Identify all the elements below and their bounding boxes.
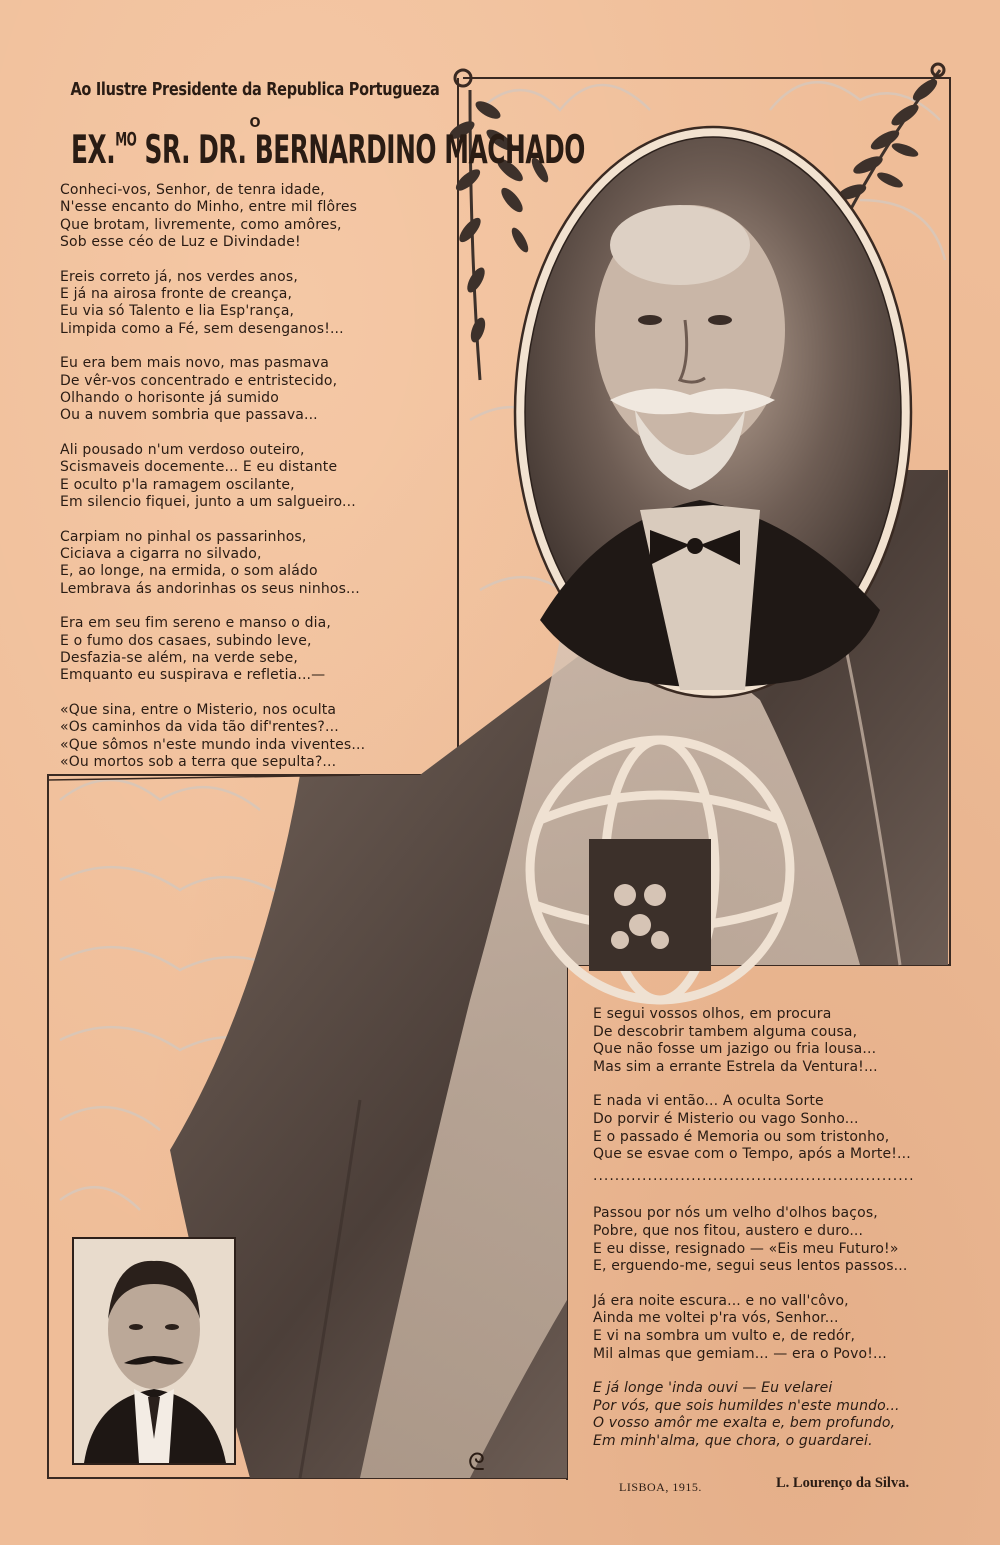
poem-line: Mas sim a errante Estrela da Ventura!...	[593, 1058, 878, 1075]
poem-line: Olhando o horisonte já sumido	[60, 390, 279, 407]
poem-line: «Os caminhos da vida tão dif'rentes?...	[60, 719, 339, 736]
poem-line: Do porvir é Misterio ou vago Sonho...	[593, 1110, 859, 1127]
stanza	[60, 529, 450, 599]
poem-line: Conheci-vos, Senhor, de tenra idade,	[60, 182, 325, 198]
poem-line: O vosso amôr me exalta e, bem profundo,	[593, 1415, 896, 1432]
poem-line: Carpiam no pinhal os passarinhos,	[60, 528, 307, 545]
poem-line: E eu disse, resignado — «Eis meu Futuro!»	[593, 1240, 899, 1257]
stanza	[60, 442, 450, 512]
poem-line: Passou por nós um velho d'olhos baços,	[593, 1205, 878, 1222]
stanza	[60, 615, 450, 685]
poem-line: E, ao longe, na ermida, o som aládo	[60, 563, 318, 580]
poem-line: «Ou mortos sob a terra que sepulta?...	[60, 753, 337, 770]
poem-line: Que se esvae com o Tempo, após a Morte!...	[593, 1146, 911, 1163]
inset-portrait-drawing	[74, 1239, 234, 1463]
poem-line: Desfazia-se além, na verde sebe,	[60, 649, 298, 666]
separator-dots: ...........................................................	[593, 1167, 915, 1184]
poem-line: E oculto p'la ramagem oscilante,	[60, 476, 295, 493]
place-and-date: LISBOA, 1915.	[619, 1480, 702, 1494]
header-article: O	[249, 116, 261, 131]
poem-line: E já na airosa fronte de creança,	[60, 286, 293, 303]
poem-line: Em silencio fiquei, junto a um salgueiro...	[60, 494, 356, 511]
poem-line: Por vós, que sois humildes n'este mundo...	[593, 1397, 900, 1414]
poem-line: Que não fosse um jazigo ou fria lousa...	[593, 1041, 877, 1058]
poem-line: Ciciava a cigarra no silvado,	[60, 545, 262, 562]
poem-line: Ainda me voltei p'ra vós, Senhor...	[593, 1310, 839, 1327]
poem-line: E nada vi então... A oculta Sorte	[593, 1093, 824, 1110]
poem-line: E vi na sombra um vulto e, de redór,	[593, 1327, 856, 1344]
poem-line: Sob esse céo de Luz e Divindade!	[60, 234, 301, 251]
poem-line: De vêr-vos concentrado e entristecido,	[60, 372, 338, 389]
artist-monogram: ᘓ	[468, 1448, 485, 1476]
poem-line: Emquanto eu suspirava e refletia...—	[60, 667, 326, 684]
author-signature: L. Lourenço da Silva.	[776, 1475, 910, 1491]
dedication-line: Ao Ilustre Presidente da Republica Portugueza	[70, 80, 440, 100]
poem-line: Eu via só Talento e lia Esp'rança,	[60, 303, 295, 320]
poem-line: Lembrava ás andorinhas os seus ninhos...	[60, 580, 360, 597]
poem-line: Eu era bem mais novo, mas pasmava	[60, 355, 329, 372]
title-prefix: EX.	[71, 128, 116, 173]
poem-line: De descobrir tambem alguma cousa,	[593, 1023, 858, 1040]
poem-line: E, erguendo-me, segui seus lentos passos...	[593, 1258, 908, 1275]
inset-portrait	[72, 1237, 236, 1465]
stanza	[60, 355, 450, 425]
stanza	[593, 1205, 973, 1275]
page-title	[71, 128, 585, 173]
poem-line: Ereis correto já, nos verdes anos,	[60, 268, 298, 285]
poem-line: Mil almas que gemiam... — era o Povo!...	[593, 1345, 887, 1362]
poem-line: E o passado é Memoria ou som tristonho,	[593, 1128, 890, 1145]
poem-line: Limpida como a Fé, sem desenganos!...	[60, 320, 344, 337]
title-superscript: MO	[115, 129, 137, 152]
poem-left-column	[60, 182, 450, 788]
stanza	[60, 269, 450, 339]
poem-line: Já era noite escura... e no vall'côvo,	[593, 1292, 849, 1309]
poem-line: Era em seu fim sereno e manso o dia,	[60, 615, 332, 632]
poem-line: Pobre, que nos fitou, austero e duro...	[593, 1222, 864, 1239]
title-main: SR. DR. BERNARDINO MACHADO	[144, 128, 585, 173]
poem-line: Scismaveis docemente... E eu distante	[60, 459, 338, 476]
stanza	[60, 702, 450, 772]
poem-line: «Que sina, entre o Misterio, nos oculta	[60, 701, 337, 718]
poem-line: Ou a nuvem sombria que passava...	[60, 407, 318, 424]
stanza	[593, 1093, 973, 1163]
stanza	[593, 1380, 973, 1450]
poem-line: «Que sômos n'este mundo inda viventes...	[60, 736, 366, 753]
poem-line: E segui vossos olhos, em procura	[593, 1006, 832, 1022]
main-portrait	[515, 127, 911, 697]
poem-line: N'esse encanto do Minho, entre mil flôres	[60, 199, 358, 216]
stanza	[60, 182, 450, 252]
poem-right-column	[593, 1006, 973, 1467]
poem-line: Ali pousado n'um verdoso outeiro,	[60, 441, 305, 458]
stanza	[593, 1006, 973, 1076]
poem-line: Em minh'alma, que chora, o guardarei.	[593, 1432, 873, 1449]
poem-line: Que brotam, livremente, como amôres,	[60, 216, 342, 233]
poem-line: E o fumo dos casaes, subindo leve,	[60, 632, 312, 649]
stanza	[593, 1293, 973, 1363]
poem-line: E já longe 'inda ouvi — Eu velarei	[593, 1380, 833, 1397]
